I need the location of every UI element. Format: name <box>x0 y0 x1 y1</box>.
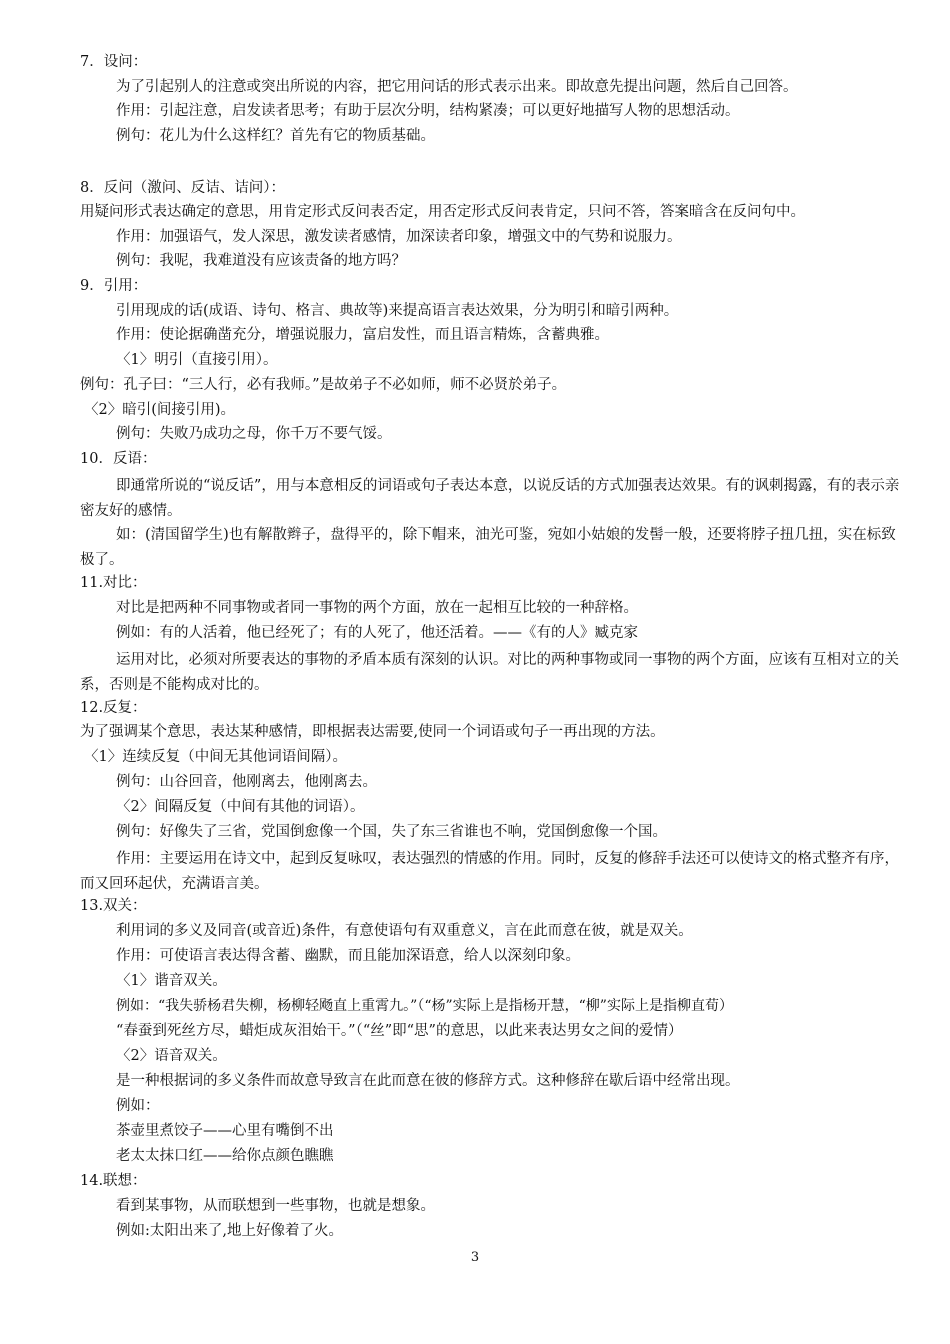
effect-fanwen: 作用：加强语气，发人深思，激发读者感情，加深读者印象，增强文中的气势和说服力。 <box>116 229 682 245</box>
page-number: 3 <box>470 1250 480 1265</box>
definition-shewen: 为了引起别人的注意或突出所说的内容，把它用问话的形式表示出来。即故意先提出问题，然后自己回答。 <box>116 79 798 95</box>
effect-fanfu: 作用：主要运用在诗文中，起到反复咏叹，表达强烈的情感的作用。同时，反复的修辞手法还可以使诗文的格式整齐有序，而又回环起伏，充满语言美。 <box>80 851 899 892</box>
example-xiehouyu-2: 老太太抹口红——给你点颜色瞧瞧 <box>116 1148 334 1164</box>
subheading-lianxu-fanfu: 〈1〉连续反复（中间无其他词语间隔）。 <box>84 749 347 765</box>
example-shewen: 例句：花儿为什么这样红？首先有它的物质基础。 <box>116 128 435 144</box>
subheading-yuyin-shuangguan: 〈2〉语音双关。 <box>116 1048 227 1064</box>
effect-shuangguan: 作用：可使语言表达得含蓄、幽默，而且能加深语意，给人以深刻印象。 <box>116 948 580 964</box>
effect-shewen: 作用：引起注意，启发读者思考；有助于层次分明，结构紧凑；可以更好地描写人物的思想活动。 <box>116 103 740 119</box>
heading-11-duibi: 11.对比： <box>80 575 147 591</box>
definition-fanwen: 用疑问形式表达确定的意思，用肯定形式反问表否定，用否定形式反问表肯定，只问不答，答案暗含在反问句中。 <box>80 204 805 220</box>
heading-12-fanfu: 12.反复： <box>80 700 147 716</box>
definition-yuyin-shuangguan: 是一种根据词的多义条件而故意导致言在此而意在彼的修辞方式。这种修辞在歇后语中经常出现。 <box>116 1073 740 1089</box>
subheading-mingyin: 〈1〉明引（直接引用）。 <box>116 352 278 368</box>
effect-yinyong: 作用：使论据确凿充分，增强说服力，富启发性，而且语言精炼，含蓄典雅。 <box>116 327 609 343</box>
example-mingyin: 例句：孔子曰：“三人行，必有我师。”是故弟子不必如师，师不必贤於弟子。 <box>80 377 567 393</box>
heading-8-fanwen: 8．反问（激问、反诘、诘问）： <box>80 180 285 196</box>
example-fanyu: 如：(清国留学生)也有解散辫子，盘得平的，除下帽来，油光可鉴，宛如小姑娘的发髻一般，还要将脖子扭几扭，实在标致极了。 <box>80 527 896 568</box>
definition-lianxiang: 看到某事物，从而联想到一些事物，也就是想象。 <box>116 1198 435 1214</box>
example-xieyin-1: 例如：“我失骄杨君失柳，杨柳轻飏直上重霄九。”（“杨”实际上是指杨开慧，“柳”实际上是指柳直荀） <box>116 998 733 1014</box>
heading-9-yinyong: 9．引用： <box>80 278 148 294</box>
example-xieyin-2: “春蚕到死丝方尽，蜡炬成灰泪始干。”（“丝”即“思”的意思，以此来表达男女之间的爱情） <box>116 1023 683 1039</box>
definition-duibi: 对比是把两种不同事物或者同一事物的两个方面，放在一起相互比较的一种辞格。 <box>116 600 638 616</box>
example-jiange-fanfu: 例句：好像失了三省，党国倒愈像一个国，失了东三省谁也不响，党国倒愈像一个国。 <box>116 824 667 840</box>
definition-shuangguan: 利用词的多义及同音(或音近)条件，有意使语句有双重意义，言在此而意在彼，就是双关。 <box>116 923 693 939</box>
example-fanwen: 例句：我呢，我难道没有应该责备的地方吗？ <box>116 253 406 269</box>
example-label-yuyin: 例如： <box>116 1098 160 1114</box>
definition-yinyong: 引用现成的话(成语、诗句、格言、典故等)来提高语言表达效果，分为明引和暗引两种。 <box>116 303 679 319</box>
subheading-anyin: 〈2〉暗引(间接引用)。 <box>84 402 236 418</box>
heading-10-fanyu: 10．反语： <box>80 451 157 467</box>
note-duibi: 运用对比，必须对所要表达的事物的矛盾本质有深刻的认识。对比的两种事物或同一事物的两个方面，应该有互相对立的关系，否则是不能构成对比的。 <box>80 652 899 693</box>
example-duibi: 例如：有的人活着，他已经死了；有的人死了，他还活着。——《有的人》臧克家 <box>116 625 638 641</box>
definition-fanfu: 为了强调某个意思，表达某种感情，即根据表达需要,使同一个词语或句子一再出现的方法。 <box>80 724 665 740</box>
example-lianxiang: 例如:太阳出来了,地上好像着了火。 <box>116 1223 343 1239</box>
heading-14-lianxiang: 14.联想： <box>80 1173 147 1189</box>
example-anyin: 例句：失败乃成功之母，你千万不要气馁。 <box>116 426 392 442</box>
subheading-xieyin-shuangguan: 〈1〉谐音双关。 <box>116 973 227 989</box>
heading-13-shuangguan: 13.双关： <box>80 898 147 914</box>
example-lianxu-fanfu: 例句：山谷回音，他刚离去，他刚离去。 <box>116 774 377 790</box>
example-xiehouyu-1: 茶壶里煮饺子——心里有嘴倒不出 <box>116 1123 334 1139</box>
subheading-jiange-fanfu: 〈2〉间隔反复（中间有其他的词语）。 <box>116 799 365 815</box>
heading-7-shewen: 7．设问： <box>80 54 148 70</box>
definition-fanyu: 即通常所说的“说反话”，用与本意相反的词语或句子表达本意，以说反话的方式加强表达效果。有的讽刺揭露，有的表示亲密友好的感情。 <box>80 478 900 519</box>
